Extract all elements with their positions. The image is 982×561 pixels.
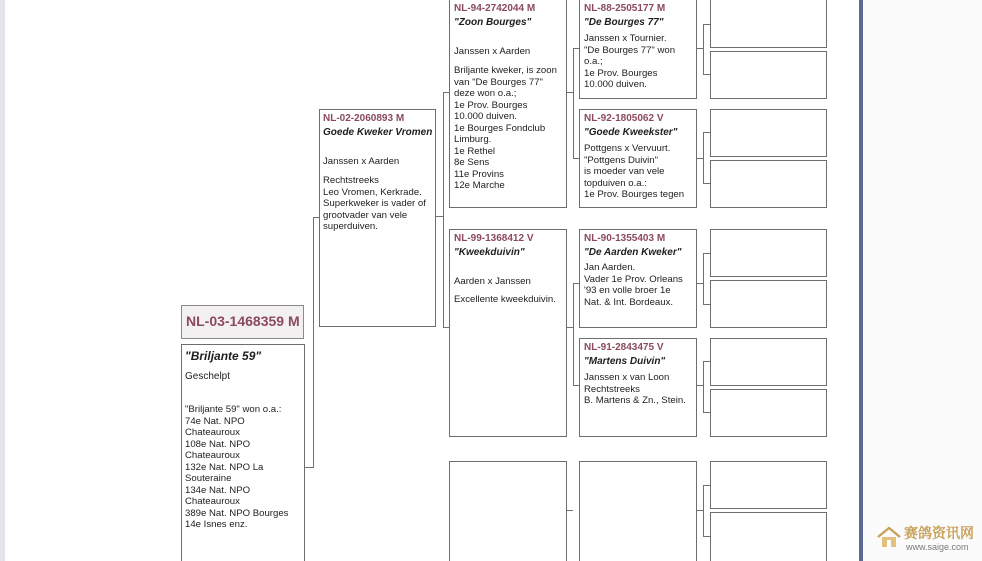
- gen5-card: [710, 389, 827, 437]
- sss-card: [579, 0, 697, 99]
- connector-line: [703, 253, 704, 305]
- sss-notes: Janssen x Tournier. "De Bourges 77" won o.a.; 1e Prov. Bourges 10.000 duiven.: [584, 33, 676, 90]
- watermark-url: www.saige.com: [906, 542, 969, 552]
- subject-ring: NL-03-1468359 M: [186, 313, 300, 329]
- connector-line: [703, 132, 704, 184]
- gen5-card: [710, 512, 827, 561]
- gen5-card: [710, 338, 827, 386]
- connector-line: [305, 467, 313, 468]
- sss-name: "De Bourges 77": [584, 17, 664, 28]
- connector-line: [573, 283, 574, 385]
- connector-line: [703, 361, 704, 413]
- sire-dam-name: "Kweekduivin": [454, 247, 525, 258]
- connector-line: [703, 412, 710, 413]
- connector-line: [703, 132, 710, 133]
- ssd-name: "Goede Kweekster": [584, 127, 678, 138]
- watermark-title: 赛鸽资讯网: [904, 526, 974, 542]
- subject-card: [181, 344, 305, 561]
- sss-ring: NL-88-2505177 M: [584, 3, 666, 14]
- gen5-card: [710, 51, 827, 99]
- sire-sire-ring: NL-94-2742044 M: [454, 3, 536, 14]
- subject-color: Geschelpt: [185, 371, 231, 382]
- sire-notes: Rechtstreeks Leo Vromen, Kerkrade. Superkweker is vader of grootvader van vele superduiven.: [323, 175, 426, 232]
- ssd-notes: Pottgens x Vervuurt. "Pottgens Duivin" is moeder van vele topduiven o.a.: 1e Prov. Bourges tegen: [584, 143, 685, 200]
- gen5-card: [710, 229, 827, 277]
- sire-dam-origin: Aarden x Janssen: [454, 276, 531, 287]
- sds-ring: NL-90-1355403 M: [584, 233, 666, 244]
- sds-card: [579, 229, 697, 328]
- dss-card: [579, 461, 697, 561]
- gen5-card: [710, 109, 827, 157]
- connector-line: [436, 216, 443, 217]
- right-margin: [863, 0, 982, 561]
- sds-name: "De Aarden Kweker": [584, 247, 682, 258]
- connector-line: [703, 361, 710, 362]
- sire-sire-notes: Briljante kweker, is zoon van "De Bourges 77" deze won o.a.; 1e Prov. Bourges 10.000 duiven. 1e Bourges Fondclub Limburg. 1e Rethel 8e Sens 11e Provins 12e Marche: [454, 65, 557, 191]
- dam-sire-card: [449, 461, 567, 561]
- sire-sire-origin: Janssen x Aarden: [454, 46, 531, 57]
- gen5-card: [710, 160, 827, 208]
- connector-line: [567, 510, 573, 511]
- gen5-card: [710, 280, 827, 328]
- connector-line: [703, 24, 710, 25]
- sdd-ring: NL-91-2843475 V: [584, 342, 664, 353]
- connector-line: [703, 536, 710, 537]
- connector-line: [573, 48, 574, 159]
- sdd-name: "Martens Duivin": [584, 356, 666, 367]
- connector-line: [703, 24, 704, 75]
- connector-line: [313, 217, 314, 468]
- connector-line: [703, 74, 710, 75]
- connector-line: [703, 253, 710, 254]
- sire-dam-ring: NL-99-1368412 V: [454, 233, 534, 244]
- sdd-card: [579, 338, 697, 437]
- watermark: [876, 523, 980, 557]
- connector-line: [703, 304, 710, 305]
- subject-results: "Briljante 59" won o.a.: 74e Nat. NPO Chateauroux 108e Nat. NPO Chateauroux 132e Nat. NPO La Souteraine 134e Nat. NPO Chateauroux 389e Nat. NPO Bourges 14e Isnes enz.: [185, 404, 289, 530]
- sire-origin: Janssen x Aarden: [323, 156, 400, 167]
- sire-sire-card: [449, 0, 567, 208]
- sds-notes: Jan Aarden. Vader 1e Prov. Orleans '93 en volle broer 1e Nat. & Int. Bordeaux.: [584, 262, 683, 308]
- connector-line: [443, 92, 444, 328]
- connector-line: [703, 485, 704, 537]
- ssd-ring: NL-92-1805062 V: [584, 113, 664, 124]
- house-icon: [876, 525, 902, 549]
- ssd-card: [579, 109, 697, 208]
- sire-dam-card: [449, 229, 567, 437]
- sdd-notes: Janssen x van Loon Rechtstreeks B. Martens & Zn., Stein.: [584, 372, 686, 406]
- subject-name: "Briljante 59": [185, 349, 262, 363]
- gen5-card: [710, 0, 827, 48]
- sire-sire-name: "Zoon Bourges": [454, 17, 532, 28]
- connector-line: [703, 485, 710, 486]
- connector-line: [703, 183, 710, 184]
- sire-name: Goede Kweker Vromen: [323, 127, 433, 138]
- sire-card: [319, 109, 436, 327]
- subject-ring-box: [181, 305, 304, 339]
- sire-ring: NL-02-2060893 M: [323, 113, 405, 124]
- sire-dam-notes: Excellente kweekduivin.: [454, 294, 556, 305]
- gen5-card: [710, 461, 827, 509]
